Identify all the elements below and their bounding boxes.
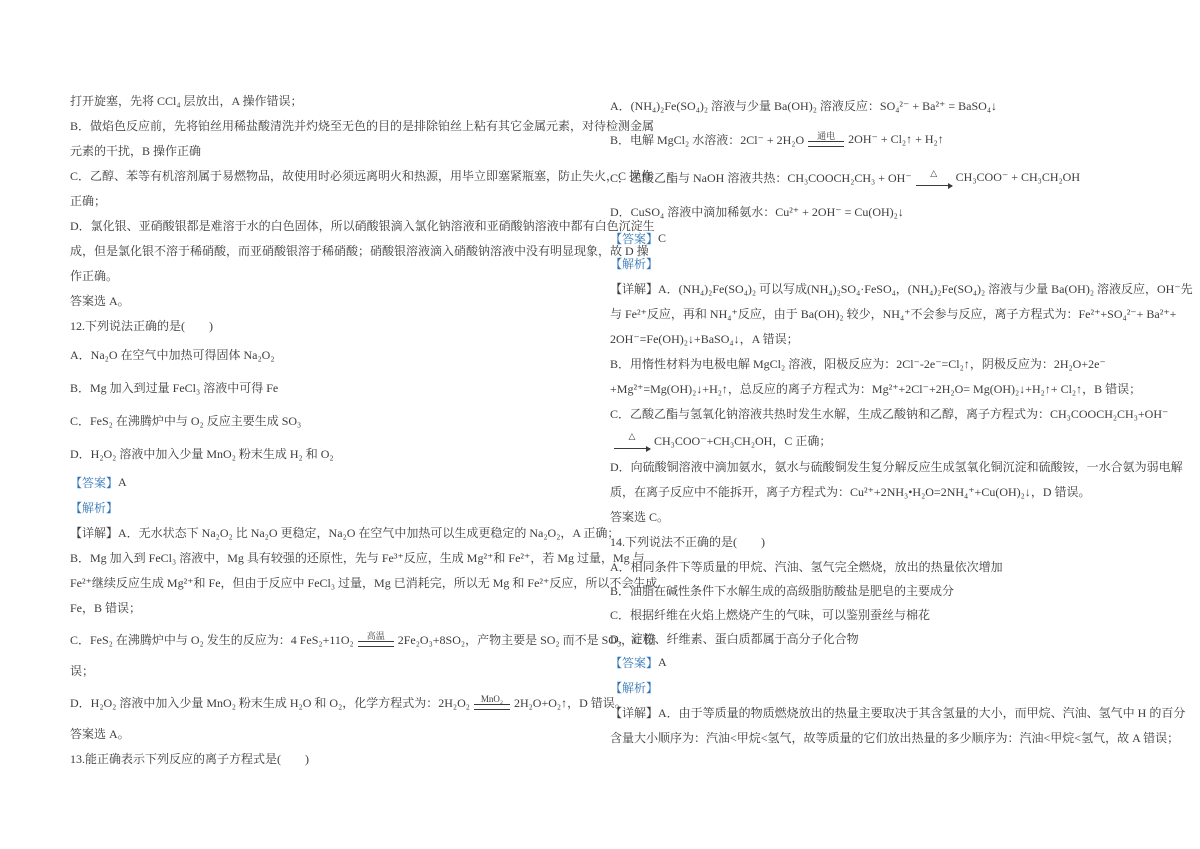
condition-label: 通电 xyxy=(817,131,836,141)
q13-answer-choice: 答案选 C。 xyxy=(610,510,670,524)
answer-label: 【答案】 xyxy=(610,232,659,246)
q11-explanation-b-cont: 元素的干扰，B 操作正确 xyxy=(70,144,202,158)
q13-detail-d-cont: 质，在离子反应中不能拆开，离子方程式为：Cu²⁺+2NH₃•H₂O=2NH₄⁺+Cu(OH)₂↓，D 错误。 xyxy=(610,485,1091,499)
answer-label: 【答案】 xyxy=(610,656,659,670)
reaction-condition-stack xyxy=(358,631,394,647)
q13-detail-d: D．向硫酸铜溶液中滴加氨水，氨水与硫酸铜发生复分解反应生成氢氧化铜沉淀和硫酸铵，一水合氨为弱电解 xyxy=(610,460,1183,474)
equation-left: B．电解 MgCl₂ 水溶液：2Cl⁻ + 2H₂O xyxy=(610,132,805,147)
q11-explanation-d-cont: 成，但是氯化银不溶于稀硝酸，而亚硝酸银溶于稀硝酸；硝酸银溶液滴入硝酸钠溶液中没有明显现象，故 D 操 xyxy=(70,244,649,258)
equation-right: 2Fe₂O₃+8SO₂，产物主要是 SO₂ 而不是 SO₃，C 错 xyxy=(397,632,657,647)
q12-title: 12.下列说法正确的是( ) xyxy=(70,319,213,333)
q13-option-a: A．(NH₄)₂Fe(SO₄)₂ 溶液与少量 Ba(OH)₂ 溶液反应：SO₄²⁻ + Ba²⁺ = BaSO₄↓ xyxy=(610,98,998,113)
q12-detail-c-cont: 误； xyxy=(70,664,95,678)
reaction-condition-stack xyxy=(808,131,844,147)
q11-explanation-c: C．乙醇、苯等有机溶剂属于易燃物品，故使用时必须远离明火和热源，用毕立即塞紧瓶塞，防止失火，C 操作 xyxy=(70,169,654,183)
q12-option-d: D．H₂O₂ 溶液中加入少量 MnO₂ 粉末生成 H₂ 和 O₂ xyxy=(70,447,334,461)
right-column xyxy=(610,0,1193,750)
q13-detail-b: B．用惰性材料为电极电解 MgCl₂ 溶液，阳极反应为：2Cl⁻-2e⁻=Cl₂↑，阴极反应为：2H₂O+2e⁻ xyxy=(610,357,1106,371)
q14-detail-a-cont: 含量大小顺序为：汽油<甲烷<氢气，故等质量的它们放出热量的多少顺序为：汽油<甲烷<氢气，故 A 错误； xyxy=(610,731,1180,745)
q14-detail-a: 【详解】A．由于等质量的物质燃烧放出的热量主要取决于其含氢量的大小，而甲烷、汽油、氢气中 H 的百分 xyxy=(610,706,1186,720)
q13-detail-a: 【详解】A．(NH₄)₂Fe(SO₄)₂ 可以写成(NH₄)₂SO₄·FeSO₄，(NH₄)₂Fe(SO₄)₂ 溶液与少量 Ba(OH)₂ 溶液反应，OH⁻先 xyxy=(610,282,1193,296)
delta-arrow-stack xyxy=(614,431,650,449)
condition-label: 高温 xyxy=(366,631,385,641)
q12-answer-line xyxy=(70,470,595,495)
q11-answer-choice: 答案选 A。 xyxy=(70,294,130,308)
answer-label: 【答案】 xyxy=(70,476,119,490)
q13-title: 13.能正确表示下列反应的离子方程式是( ) xyxy=(70,752,309,766)
analysis-label: 【解析】 xyxy=(70,501,119,515)
q13-detail-c: C．乙酸乙酯与氢氧化钠溶液共热时发生水解，生成乙酸钠和乙醇，离子方程式为：CH₃COOCH₂CH₃+OH⁻ xyxy=(610,407,1169,421)
equation-right: CH₃COO⁻+CH₃CH₂OH，C 正确； xyxy=(654,433,832,448)
q11-explanation-a-cont: 打开旋塞，先将 CCl₄ 层放出，A 操作错误； xyxy=(70,94,303,108)
q11-explanation-b: B．做焰色反应前，先将铂丝用稀盐酸清洗并灼烧至无色的目的是排除铂丝上粘有其它金属元素，对待检测金属 xyxy=(70,119,655,133)
analysis-label: 【解析】 xyxy=(610,681,659,695)
q12-detail-b-cont2: Fe，B 错误； xyxy=(70,601,142,615)
equation-right: 2H₂O+O₂↑，D 错误。 xyxy=(513,695,627,710)
q12-option-c: C．FeS₂ 在沸腾炉中与 O₂ 反应主要生成 SO₃ xyxy=(70,414,302,428)
q13-analysis-line xyxy=(610,251,1145,276)
equation-left: C．FeS₂ 在沸腾炉中与 O₂ 发生的反应为：4 FeS₂+11O₂ xyxy=(70,632,354,647)
q11-explanation-d: D．氯化银、亚硝酸银都是难溶于水的白色固体，所以硝酸银滴入氯化钠溶液和亚硝酸钠溶液中都有白色沉淀生 xyxy=(70,219,655,233)
q13-detail-c-cont-equation xyxy=(610,426,1145,454)
answer-value: A xyxy=(118,475,127,489)
q14-option-c: C．根据纤维在火焰上燃烧产生的气味，可以鉴别蚕丝与棉花 xyxy=(610,607,931,622)
q11-explanation-c-cont: 正确； xyxy=(70,194,107,208)
answer-value: A xyxy=(658,655,667,669)
reaction-condition-stack xyxy=(474,694,510,710)
analysis-label: 【解析】 xyxy=(610,257,659,271)
q14-option-d: D．淀粉、纤维素、蛋白质都属于高分子化合物 xyxy=(610,631,859,646)
reaction-arrow xyxy=(916,180,952,186)
q14-title: 14.下列说法不正确的是( ) xyxy=(610,535,765,549)
q13-detail-a-cont: 与 Fe²⁺反应，再和 NH₄⁺反应，由于 Ba(OH)₂ 较少，NH₄⁺不会参与反应，离子方程式为：Fe²⁺+SO₄²⁻+ Ba²⁺+ xyxy=(610,307,1177,321)
delta-arrow-stack xyxy=(916,168,952,186)
q12-detail-a: 【详解】A．无水状态下 Na₂O₂ 比 Na₂O 更稳定，Na₂O 在空气中加热可以生成更稳定的 Na₂O₂，A 正确； xyxy=(70,526,620,540)
q13-answer-line xyxy=(610,226,1145,251)
q13-option-b-equation xyxy=(610,120,1145,158)
q13-detail-a-cont2: 2OH⁻=Fe(OH)₂↓+BaSO₄↓，A 错误； xyxy=(610,332,799,346)
q12-analysis-line xyxy=(70,495,595,520)
q12-option-a: A．Na₂O 在空气中加热可得固体 Na₂O₂ xyxy=(70,348,275,362)
q12-detail-b: B．Mg 加入到 FeCl₃ 溶液中，Mg 具有较强的还原性，先与 Fe³⁺反应，生成 Mg²⁺和 Fe²⁺，若 Mg 过量，Mg 与 xyxy=(70,551,645,565)
q14-analysis-line xyxy=(610,675,1145,700)
q13-detail-b-cont: +Mg²⁺=Mg(OH)₂↓+H₂↑，总反应的离子方程式为：Mg²⁺+2Cl⁻+2H₂O= Mg(OH)₂↓+H₂↑+ Cl₂↑，B 错误； xyxy=(610,382,1142,396)
q12-detail-d-equation xyxy=(70,683,627,721)
q12-detail-b-cont: Fe²⁺继续反应生成 Mg²⁺和 Fe，但由于反应中 FeCl₃ 过量，Mg 已消耗完，所以无 Mg 和 Fe²⁺反应，所以不会生成 xyxy=(70,576,658,590)
q12-answer-choice: 答案选 A。 xyxy=(70,727,130,741)
condition-label: MnO₂ xyxy=(480,694,504,704)
q14-option-a: A．相同条件下等质量的甲烷、汽油、氢气完全燃烧，放出的热量依次增加 xyxy=(610,559,1003,574)
q13-option-c-equation xyxy=(610,158,1145,196)
delta-label: △ xyxy=(930,168,938,178)
equation-right: 2OH⁻ + Cl₂↑ + H₂↑ xyxy=(848,131,944,146)
q13-option-d: D．CuSO₄ 溶液中滴加稀氨水：Cu²⁺ + 2OH⁻ = Cu(OH)₂↓ xyxy=(610,204,904,219)
double-equals-line xyxy=(808,141,844,147)
equation-right: CH₃COO⁻ + CH₃CH₂OH xyxy=(955,169,1081,184)
answer-value: C xyxy=(658,231,667,245)
reaction-arrow xyxy=(614,443,650,449)
delta-label: △ xyxy=(628,431,636,441)
q12-detail-c-equation xyxy=(70,620,657,658)
q14-answer-line xyxy=(610,650,1145,675)
equation-left: D．H₂O₂ 溶液中加入少量 MnO₂ 粉末生成 H₂O 和 O₂，化学方程式为：2H₂O₂ xyxy=(70,695,470,710)
double-equals-line xyxy=(358,641,394,647)
equation-left: C．乙酸乙酯与 NaOH 溶液共热：CH₃COOCH₂CH₃ + OH⁻ xyxy=(610,170,912,185)
double-equals-line xyxy=(474,704,510,710)
q14-option-b: B．油脂在碱性条件下水解生成的高级脂肪酸盐是肥皂的主要成分 xyxy=(610,583,955,598)
q11-explanation-d-cont2: 作正确。 xyxy=(70,269,119,283)
q12-option-b: B．Mg 加入到过量 FeCl₃ 溶液中可得 Fe xyxy=(70,381,279,395)
